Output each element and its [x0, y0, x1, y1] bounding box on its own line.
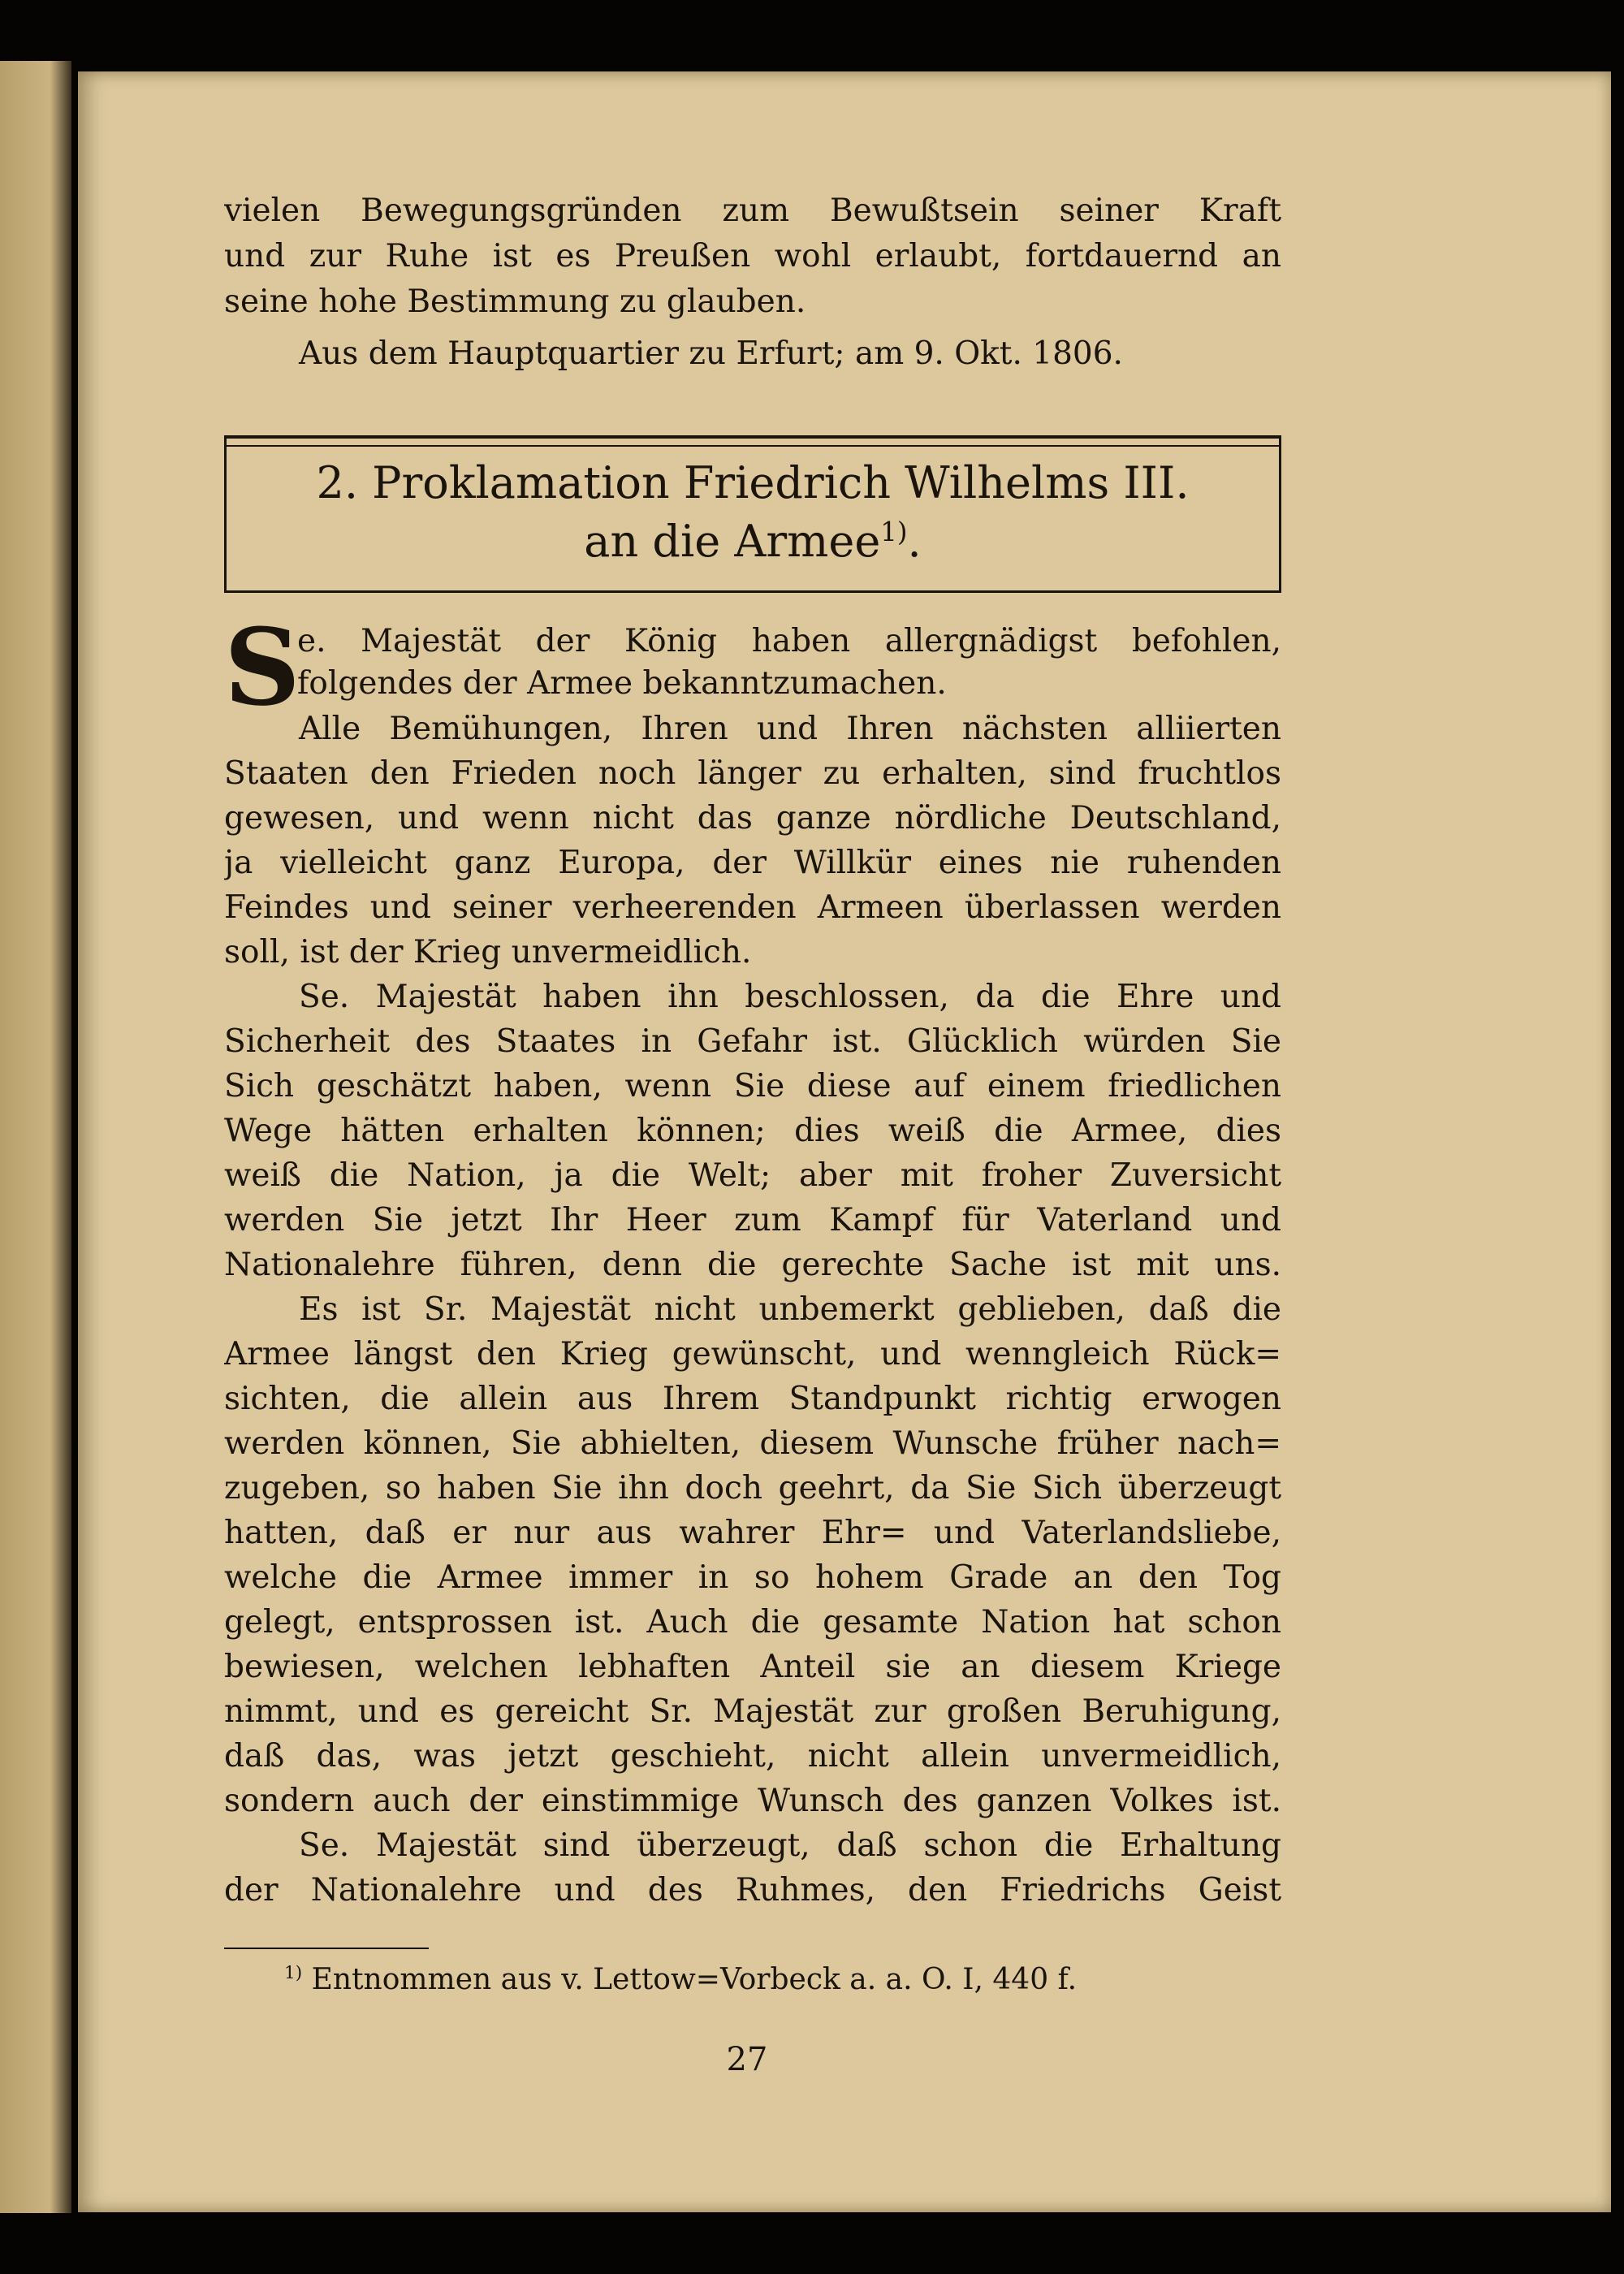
text-line: hatten, daß er nur aus wahrer Ehr= und Vaterlandsliebe, [224, 1515, 1281, 1551]
text-line: welche die Armee immer in so hohem Grade an den Tog [224, 1559, 1281, 1596]
text-line: Es ist Sr. Majestät nicht unbemerkt geblieben, daß die [299, 1291, 1281, 1328]
text-line: nimmt, und es gereicht Sr. Majestät zur großen Beruhigung, [224, 1693, 1281, 1730]
text-line: bewiesen, welchen lebhaften Anteil sie an diesem Kriege [224, 1649, 1281, 1685]
section-title-period: . [907, 516, 922, 567]
section-title-text: an die Armee [584, 516, 881, 567]
text-line: sondern auch der einstimmige Wunsch des ganzen Volkes ist. [224, 1783, 1281, 1819]
text-line: Se. Majestät sind überzeugt, daß schon die Erhaltung [299, 1827, 1281, 1864]
text-line: werden können, Sie abhielten, diesem Wunsche früher nach= [224, 1425, 1281, 1462]
text-line: werden Sie jetzt Ihr Heer zum Kampf für Vaterland und [224, 1202, 1281, 1239]
text-line: zugeben, so haben Sie ihn doch geehrt, da Sie Sich überzeugt [224, 1470, 1281, 1507]
text-line: Sich geschätzt haben, wenn Sie diese auf einem friedlichen [224, 1068, 1281, 1105]
dateline: Aus dem Hauptquartier zu Erfurt; am 9. Okt. 1806. [299, 335, 1123, 372]
section-title-box [224, 435, 1281, 593]
text-line: gelegt, entsprossen ist. Auch die gesamte Nation hat schon [224, 1604, 1281, 1641]
text-line: ja vielleicht ganz Europa, der Willkür eines nie ruhenden [224, 845, 1281, 881]
text-line: Wege hätten erhalten können; dies weiß die Armee, dies [224, 1113, 1281, 1149]
page-number: 27 [726, 2041, 768, 2078]
text-line: sichten, die allein aus Ihrem Standpunkt richtig erwogen [224, 1381, 1281, 1417]
section-title-line-1: 2. Proklamation Friedrich Wilhelms III. [316, 457, 1190, 508]
drop-cap: S [224, 605, 300, 729]
text-line: Sicherheit des Staates in Gefahr ist. Glücklich würden Sie [224, 1023, 1281, 1060]
text-line: soll, ist der Krieg unvermeidlich. [224, 934, 752, 971]
footnote-marker: 1) [284, 1963, 303, 1983]
text-line: der Nationalehre und des Ruhmes, den Friedrichs Geist [224, 1872, 1281, 1909]
section-title-line-2 [227, 515, 1279, 568]
text-line: daß das, was jetzt geschieht, nicht allein unvermeidlich, [224, 1738, 1281, 1775]
footnote-reference: 1) [880, 517, 908, 547]
footnote-divider [224, 1948, 429, 1949]
text-line: Staaten den Frieden noch länger zu erhalten, sind fruchtlos [224, 755, 1281, 792]
text-line: e. Majestät der König haben allergnädigst befohlen, [297, 623, 1281, 659]
text-line: und zur Ruhe ist es Preußen wohl erlaubt, fortdauernd an [224, 238, 1281, 275]
text-line: Nationalehre führen, denn die gerechte Sache ist mit uns. [224, 1247, 1281, 1283]
text-line: gewesen, und wenn nicht das ganze nördliche Deutschland, [224, 800, 1281, 837]
text-line: Armee längst den Krieg gewünscht, und wenngleich Rück= [224, 1336, 1281, 1373]
footnote [284, 1961, 1077, 1999]
text-line: vielen Bewegungsgründen zum Bewußtsein seiner Kraft [224, 192, 1281, 229]
text-line: Se. Majestät haben ihn beschlossen, da die Ehre und [299, 979, 1281, 1015]
text-line: folgendes der Armee bekanntzumachen. [297, 665, 947, 702]
text-line: Alle Bemühungen, Ihren und Ihren nächsten alliierten [299, 711, 1281, 747]
previous-page-edge [0, 61, 71, 2213]
text-line: seine hohe Bestimmung zu glauben. [224, 283, 806, 320]
text-line: weiß die Nation, ja die Welt; aber mit froher Zuversicht [224, 1157, 1281, 1194]
title-box-rule [227, 445, 1279, 447]
text-line: Feindes und seiner verheerenden Armeen überlassen werden [224, 889, 1281, 926]
footnote-text: Entnommen aus v. Lettow=Vorbeck a. a. O. I, 440 f. [311, 1963, 1078, 1996]
